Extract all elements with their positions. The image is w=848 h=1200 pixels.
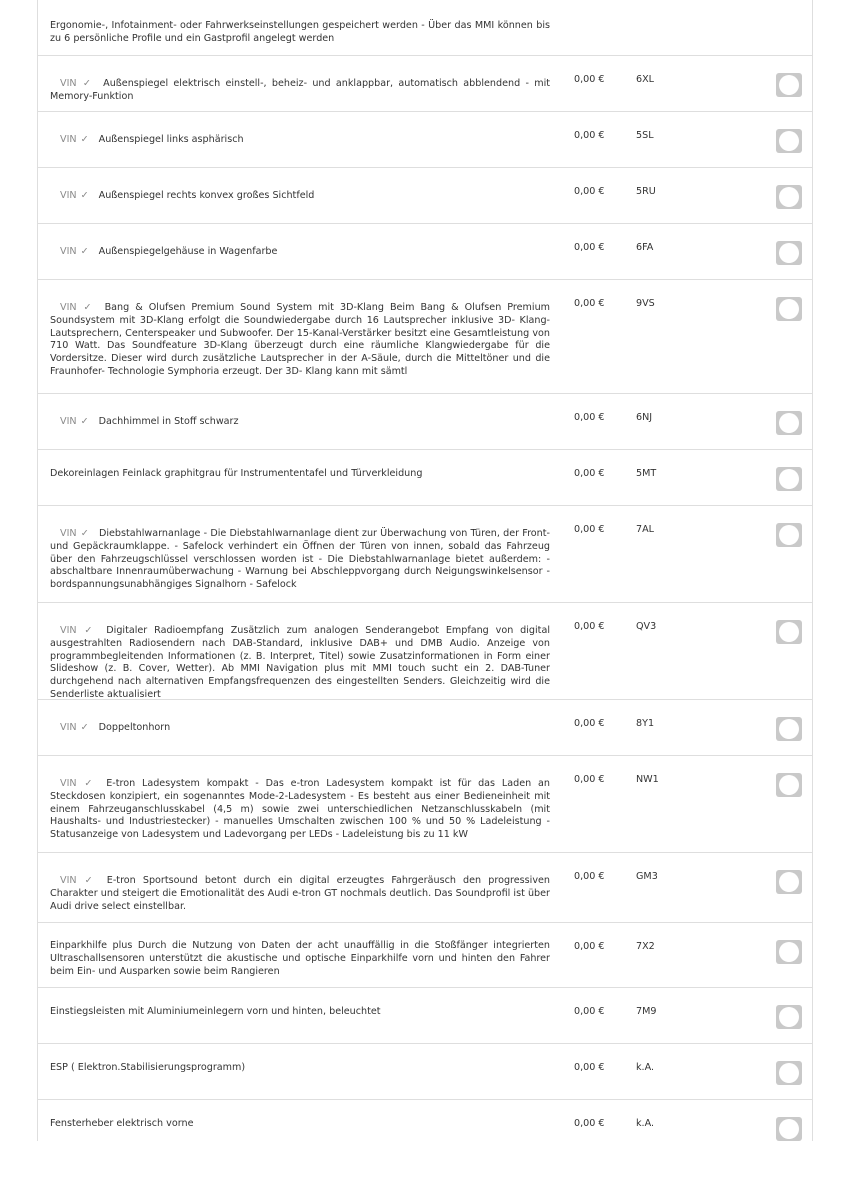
row-description bbox=[50, 246, 550, 259]
description-text: Außenspiegel rechts konvex großes Sichtfeld bbox=[98, 190, 315, 201]
price: 0,00 € bbox=[574, 412, 605, 423]
table-row bbox=[38, 700, 812, 756]
description-text: ESP ( Elektron.Stabilisierungsprogramm) bbox=[50, 1062, 246, 1073]
row-description bbox=[50, 1006, 550, 1019]
option-code: 7X2 bbox=[636, 941, 655, 952]
row-description bbox=[50, 468, 550, 481]
price: 0,00 € bbox=[574, 242, 605, 253]
table-row bbox=[38, 923, 812, 988]
price: 0,00 € bbox=[574, 1118, 605, 1129]
row-description bbox=[50, 528, 550, 592]
vin-label: VIN bbox=[60, 78, 77, 89]
option-code: QV3 bbox=[636, 621, 657, 632]
description-text: Doppeltonhorn bbox=[98, 722, 171, 733]
check-icon: ✓ bbox=[80, 722, 89, 733]
select-radio[interactable] bbox=[776, 523, 802, 547]
table-row bbox=[38, 168, 812, 224]
row-description bbox=[50, 778, 550, 842]
vin-label: VIN bbox=[60, 528, 77, 539]
row-description bbox=[50, 134, 550, 147]
vin-label: VIN bbox=[60, 302, 77, 313]
table-row bbox=[38, 112, 812, 168]
option-code: k.A. bbox=[636, 1062, 655, 1073]
row-description bbox=[50, 302, 550, 379]
description-text: Fensterheber elektrisch vorne bbox=[50, 1118, 194, 1129]
option-code: 7AL bbox=[636, 524, 655, 535]
vin-label: VIN bbox=[60, 190, 77, 201]
price: 0,00 € bbox=[574, 468, 605, 479]
price: 0,00 € bbox=[574, 74, 605, 85]
price: 0,00 € bbox=[574, 941, 605, 952]
description-text: Ergonomie-, Infotainment- oder Fahrwerkseinstellungen gespeichert werden - Über das MMI können bis zu 6 persönliche Profile und ein Gastprofil angelegt werden bbox=[50, 20, 550, 44]
option-code: 6FA bbox=[636, 242, 654, 253]
check-icon: ✓ bbox=[80, 190, 89, 201]
check-icon: ✓ bbox=[80, 778, 97, 789]
description-text: Außenspiegel links asphärisch bbox=[98, 134, 244, 145]
table-row bbox=[38, 853, 812, 923]
option-code: 5MT bbox=[636, 468, 657, 479]
price: 0,00 € bbox=[574, 130, 605, 141]
select-radio[interactable] bbox=[776, 241, 802, 265]
row-description bbox=[50, 625, 550, 700]
vin-label: VIN bbox=[60, 778, 77, 789]
description-text: E-tron Sportsound betont durch ein digital erzeugtes Fahrgeräusch den progressiven Charakter und steigert die Emotionalität des Audi e-tron GT nochmals deutlich. Das Soundprofil ist über Audi drive select einstellbar. bbox=[50, 875, 551, 912]
select-radio[interactable] bbox=[776, 73, 802, 97]
description-text: Bang & Olufsen Premium Sound System mit 3D-Klang Beim Bang & Olufsen Premium Soundsystem mit 3D-Klang erfolgt die Soundwiedergabe durch 16 Lautsprecher inklusive 3D- Klang-Lautsprechern, Centerspeaker und Subwoofer. Der 15-Kanal-Verstärker besitzt eine Gesamtleistung von 710 Watt. Das Soundfeature 3D-Klang überzeugt durch eine räumliche Klangwiedergabe für die Vordersitze. Dieser wird durch zusätzliche Lautsprecher in der A-Säule, durch die Mitteltöner und die Fraunhofer- Technologie Symphoria erzeugt. Der 3D- Klang kann mit sämtl bbox=[50, 302, 550, 377]
vin-label: VIN bbox=[60, 134, 77, 145]
option-code: k.A. bbox=[636, 1118, 655, 1129]
table-row bbox=[38, 756, 812, 853]
description-text: Dekoreinlagen Feinlack graphitgrau für Instrumententafel und Türverkleidung bbox=[50, 468, 423, 479]
row-description bbox=[50, 722, 550, 735]
table-row bbox=[38, 506, 812, 603]
row-description bbox=[50, 416, 550, 429]
check-icon: ✓ bbox=[80, 875, 97, 886]
select-radio[interactable] bbox=[776, 411, 802, 435]
description-text: Einparkhilfe plus Durch die Nutzung von Daten der acht unauffällig in die Stoßfänger integrierten Ultraschallsensoren unterstützt die akustische und optische Einparkhilfe vorn und hinten den Fahrer beim Ein- und Ausparken sowie beim Rangieren bbox=[50, 940, 550, 977]
table-row bbox=[38, 1100, 812, 1141]
row-description bbox=[50, 190, 550, 203]
table-row bbox=[38, 394, 812, 450]
price: 0,00 € bbox=[574, 1006, 605, 1017]
select-radio[interactable] bbox=[776, 870, 802, 894]
option-code: 5SL bbox=[636, 130, 654, 141]
check-icon: ✓ bbox=[80, 528, 89, 539]
check-icon: ✓ bbox=[80, 134, 89, 145]
option-code: 5RU bbox=[636, 186, 656, 197]
check-icon: ✓ bbox=[80, 302, 95, 313]
vin-label: VIN bbox=[60, 246, 77, 257]
select-radio[interactable] bbox=[776, 467, 802, 491]
price: 0,00 € bbox=[574, 298, 605, 309]
price: 0,00 € bbox=[574, 186, 605, 197]
option-code: 7M9 bbox=[636, 1006, 657, 1017]
select-radio[interactable] bbox=[776, 1005, 802, 1029]
price: 0,00 € bbox=[574, 524, 605, 535]
select-radio[interactable] bbox=[776, 773, 802, 797]
row-description bbox=[50, 940, 550, 978]
table-row bbox=[38, 224, 812, 280]
table-row bbox=[38, 450, 812, 506]
table-row bbox=[38, 56, 812, 112]
table-row bbox=[38, 603, 812, 700]
select-radio[interactable] bbox=[776, 129, 802, 153]
description-text: Einstiegsleisten mit Aluminiumeinlegern vorn und hinten, beleuchtet bbox=[50, 1006, 381, 1017]
check-icon: ✓ bbox=[80, 416, 89, 427]
description-text: Außenspiegel elektrisch einstell-, beheiz- und anklappbar, automatisch abblendend - mit Memory-Funktion bbox=[50, 78, 550, 102]
vin-label: VIN bbox=[60, 416, 77, 427]
price: 0,00 € bbox=[574, 621, 605, 632]
price: 0,00 € bbox=[574, 1062, 605, 1073]
select-radio[interactable] bbox=[776, 620, 802, 644]
option-code: 6XL bbox=[636, 74, 655, 85]
price: 0,00 € bbox=[574, 774, 605, 785]
option-code: 8Y1 bbox=[636, 718, 655, 729]
select-radio[interactable] bbox=[776, 940, 802, 964]
check-icon: ✓ bbox=[80, 625, 97, 636]
description-text: Diebstahlwarnanlage - Die Diebstahlwarnanlage dient zur Überwachung von Türen, der Front- und Gepäckraumklappe. - Safelock verhindert ein Öffnen der Türen von innen, sobald das Fahrzeug über den Fahrzeugschlüssel verschlossen worden ist - Die Diebstahlwarnanlage bietet außerdem: - abschaltbare Innenraumüberwachung - Warnung bei Abschleppvorgang durch Neigungswinkelsensor - bordspannungsunabhängiges Signalhorn - Safelock bbox=[50, 528, 550, 591]
description-text: Dachhimmel in Stoff schwarz bbox=[98, 416, 239, 427]
price: 0,00 € bbox=[574, 718, 605, 729]
row-description bbox=[50, 1118, 550, 1131]
option-code: GM3 bbox=[636, 871, 658, 882]
row-description bbox=[50, 875, 550, 913]
description-text: Außenspiegelgehäuse in Wagenfarbe bbox=[98, 246, 278, 257]
table-row bbox=[38, 280, 812, 394]
select-radio[interactable] bbox=[776, 1061, 802, 1085]
row-description bbox=[50, 78, 550, 104]
table-row bbox=[38, 0, 812, 56]
table-row bbox=[38, 988, 812, 1044]
vin-label: VIN bbox=[60, 875, 77, 886]
select-radio[interactable] bbox=[776, 717, 802, 741]
price: 0,00 € bbox=[574, 871, 605, 882]
row-description bbox=[50, 1062, 550, 1075]
option-code: NW1 bbox=[636, 774, 659, 785]
select-radio[interactable] bbox=[776, 1117, 802, 1141]
vin-label: VIN bbox=[60, 625, 77, 636]
check-icon: ✓ bbox=[80, 246, 89, 257]
table-row bbox=[38, 1044, 812, 1100]
vin-label: VIN bbox=[60, 722, 77, 733]
option-code: 6NJ bbox=[636, 412, 653, 423]
description-text: E-tron Ladesystem kompakt - Das e-tron Ladesystem kompakt ist für das Laden an Steckdosen konzipiert, ein sogenanntes Mode-2-Ladesystem - Es besteht aus einer Bedieneinheit mit einem Fahrzeuganschlusskabel (4,5 m) sowie zwei unterschiedlichen Netzanschlusskabeln (mit Haushalts- und Industriestecker) - manuelles Umschalten zwischen 100 % und 50 % Ladeleistung - Statusanzeige von Ladesystem und Ladevorgang per LEDs - Ladeleistung bis zu 11 kW bbox=[50, 778, 550, 841]
select-radio[interactable] bbox=[776, 297, 802, 321]
equipment-table bbox=[37, 0, 813, 1141]
row-description bbox=[50, 20, 550, 46]
description-text: Digitaler Radioempfang Zusätzlich zum analogen Senderangebot Empfang von digital ausgestrahlten Radiosendern nach DAB-Standard, inklusive DAB+ und DMB Audio. Anzeige von programmbegleitenden Informationen (z. B. Interpret, Titel) sowie Zusatzinformationen in Form einer Slideshow (z. B. Cover, Wetter). Ab MMI Navigation plus mit MMI touch sucht ein 2. DAB-Tuner durchgehend nach alternativen Empfangsfrequenzen des eingestellten Senders. Gleichzeitig wird die Senderliste aktualisiert bbox=[50, 625, 550, 700]
check-icon: ✓ bbox=[80, 78, 94, 89]
option-code: 9VS bbox=[636, 298, 655, 309]
select-radio[interactable] bbox=[776, 185, 802, 209]
